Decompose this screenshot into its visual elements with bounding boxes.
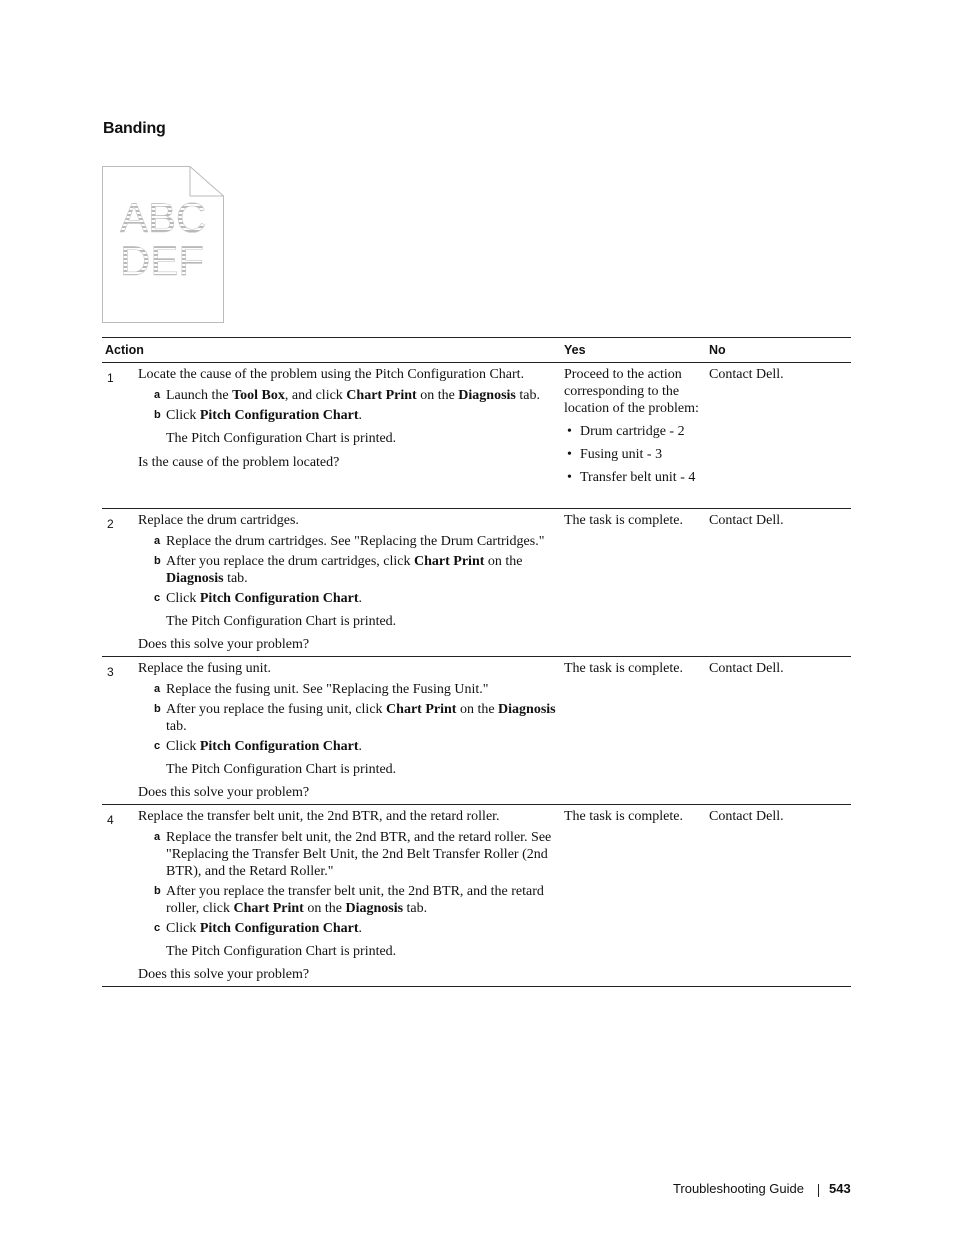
table-row — [102, 657, 851, 805]
no-cell: Contact Dell. — [709, 661, 784, 676]
header-yes: Yes — [564, 343, 586, 357]
yes-bullet: • Transfer belt unit - 4 — [567, 470, 696, 485]
step-c: c Click Pitch Configuration Chart. — [154, 739, 363, 754]
yes-bullet: • Fusing unit - 3 — [567, 447, 663, 462]
step-c: c Click Pitch Configuration Chart. — [154, 921, 363, 936]
action-question: Does this solve your problem? — [138, 967, 310, 982]
illustration-line-2: DEF — [120, 237, 204, 284]
step-a: a Replace the fusing unit. See "Replacing the Fusing Unit." — [154, 682, 489, 697]
action-cell — [138, 366, 556, 471]
header-no: No — [709, 343, 726, 357]
table-row — [102, 509, 851, 657]
table-row — [102, 363, 851, 509]
footer-divider — [818, 1184, 819, 1197]
troubleshooting-table — [102, 337, 851, 987]
yes-cell: The task is complete. — [564, 661, 683, 676]
no-cell: Contact Dell. — [709, 367, 784, 382]
action-intro: Replace the transfer belt unit, the 2nd BTR, and the retard roller. — [138, 809, 500, 824]
step-b: b Click Pitch Configuration Chart. — [154, 408, 363, 423]
step-b: b After you replace the transfer belt unit, the 2nd BTR, and the retard roller, click Chart Print on the Diagnosis tab. — [154, 884, 544, 916]
step-b: b After you replace the drum cartridges, click Chart Print on the Diagnosis tab. — [154, 554, 523, 586]
page-number: 543 — [829, 1181, 851, 1196]
step-result: The Pitch Configuration Chart is printed. — [166, 614, 397, 629]
action-cell — [138, 512, 556, 653]
step-a: a Launch the Tool Box, and click Chart Print on the Diagnosis tab. — [154, 388, 540, 403]
table-row — [102, 805, 851, 987]
action-question: Does this solve your problem? — [138, 637, 310, 652]
row-number: 3 — [107, 665, 114, 679]
action-intro: Replace the drum cartridges. — [138, 513, 299, 528]
page-footer — [0, 1181, 954, 1201]
section-title: Banding — [103, 120, 166, 137]
row-number: 2 — [107, 517, 114, 531]
action-intro: Replace the fusing unit. — [138, 661, 271, 676]
no-cell: Contact Dell. — [709, 513, 784, 528]
step-result: The Pitch Configuration Chart is printed. — [166, 944, 397, 959]
banding-sample-page-icon — [102, 166, 224, 323]
header-action: Action — [105, 343, 144, 357]
action-question: Does this solve your problem? — [138, 785, 310, 800]
action-cell — [138, 660, 556, 801]
no-cell: Contact Dell. — [709, 809, 784, 824]
step-c: c Click Pitch Configuration Chart. — [154, 591, 363, 606]
step-result: The Pitch Configuration Chart is printed. — [166, 431, 397, 446]
yes-cell: The task is complete. — [564, 809, 683, 824]
step-a: a Replace the transfer belt unit, the 2nd BTR, and the retard roller. See "Replacing the Transfer Belt Unit, the 2nd Belt Transfer Roller (2nd BTR), and the Retard Roller." — [154, 830, 552, 879]
action-intro: Locate the cause of the problem using the Pitch Configuration Chart. — [138, 367, 525, 382]
yes-cell: The task is complete. — [564, 513, 683, 528]
step-b: b After you replace the fusing unit, click Chart Print on the Diagnosis tab. — [154, 702, 556, 734]
table-header — [102, 338, 851, 362]
row-number: 4 — [107, 813, 114, 827]
action-cell — [138, 808, 556, 983]
step-a: a Replace the drum cartridges. See "Replacing the Drum Cartridges." — [154, 534, 545, 549]
yes-text: Proceed to the action corresponding to the location of the problem: — [564, 367, 699, 416]
row-number: 1 — [107, 371, 114, 385]
action-question: Is the cause of the problem located? — [138, 455, 340, 470]
yes-cell — [564, 366, 700, 486]
yes-bullet: • Drum cartridge - 2 — [567, 424, 685, 439]
step-result: The Pitch Configuration Chart is printed. — [166, 762, 397, 777]
footer-section-title: Troubleshooting Guide — [672, 1181, 804, 1196]
illustration-line-1: ABC — [120, 194, 207, 241]
